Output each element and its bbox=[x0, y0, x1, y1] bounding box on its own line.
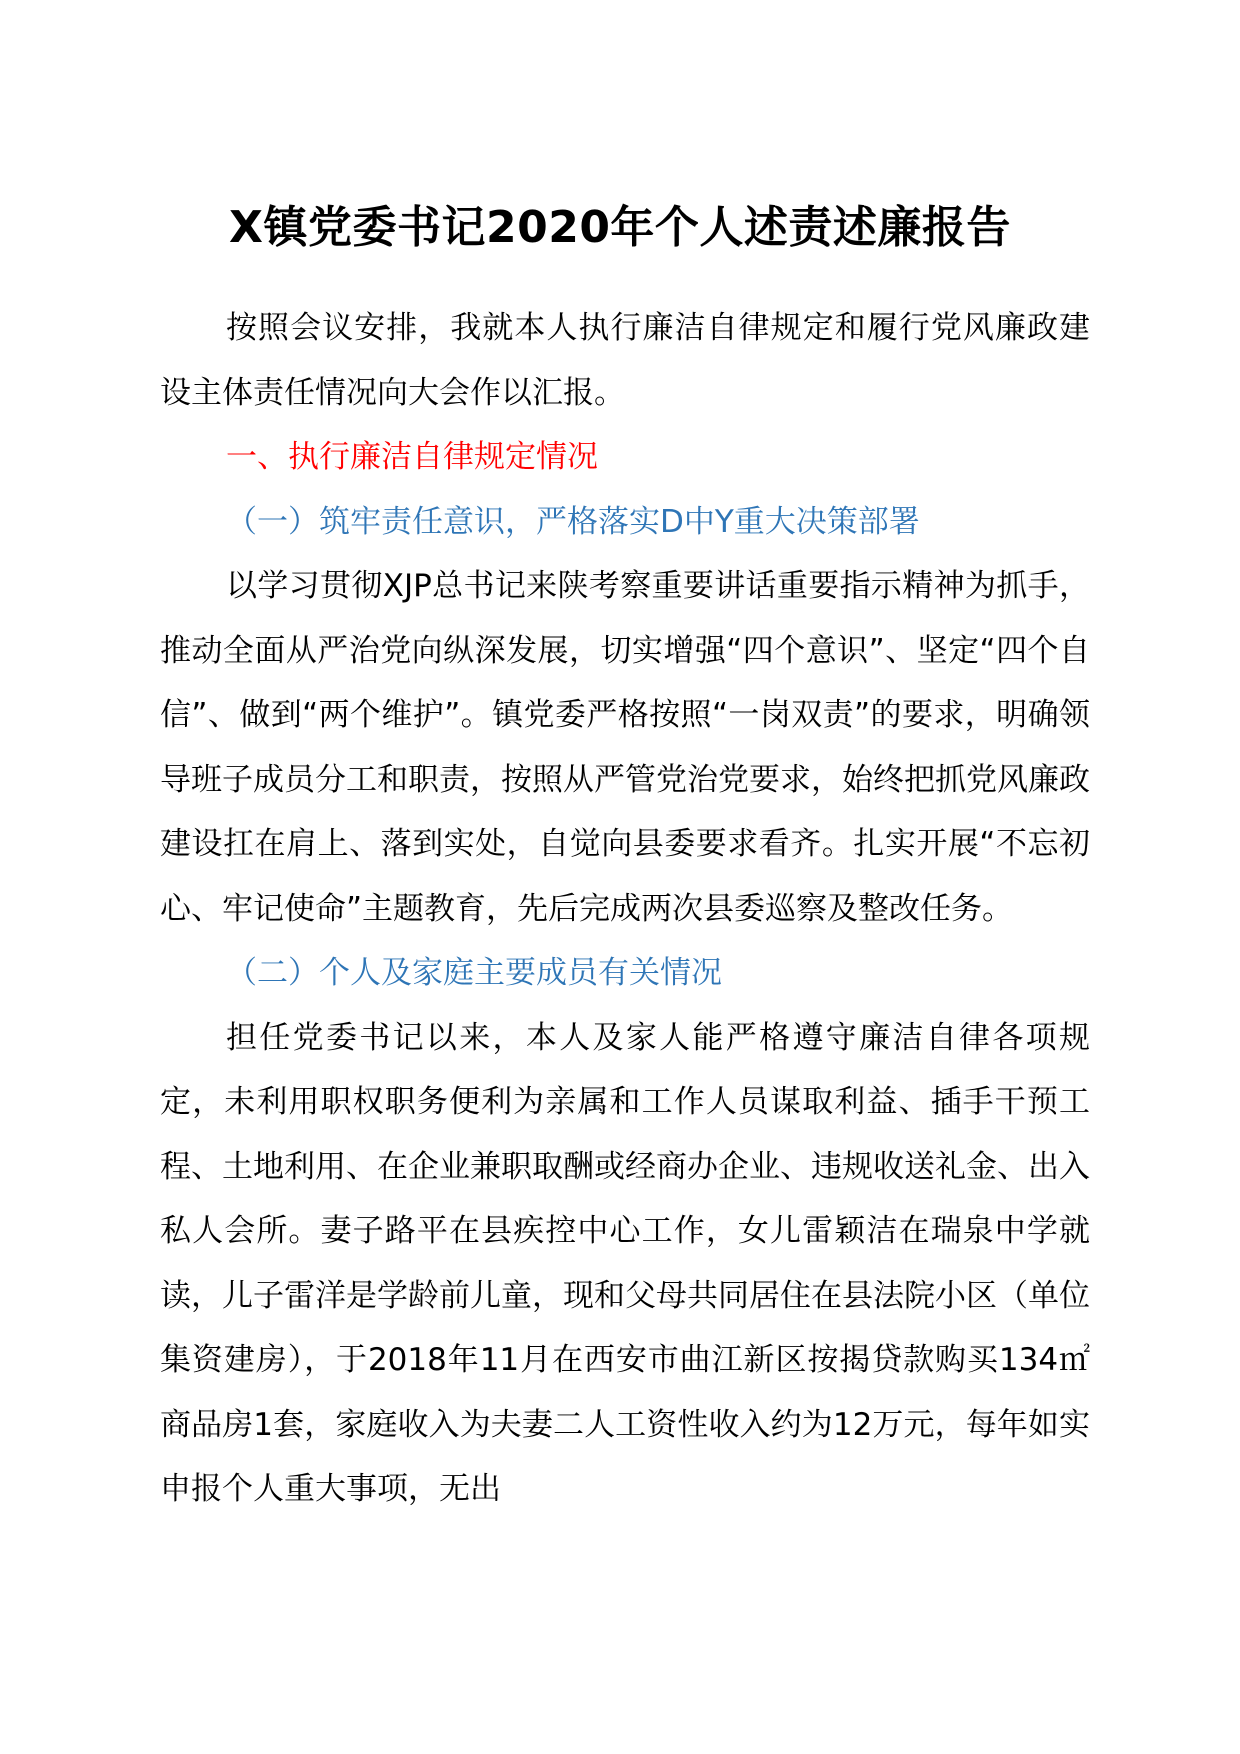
section-heading-1: 一、执行廉洁自律规定情况 bbox=[226, 439, 598, 475]
subsection-2-paragraph: 担任党委书记以来，本人及家人能严格遵守廉洁自律各项规定，未利用职权职务便利为亲属和工作人员谋取利益、插手干预工程、土地利用、在企业兼职取酬或经商办企业、违规收送礼金、出入私人会所。妻子路平在县疾控中心工作，女儿雷颖洁在瑞泉中学就读，儿子雷洋是学龄前儿童，现和父母共同居住在县法院小区（单位集资建房），于2018年11月在西安市曲江新区按揭贷款购买134㎡商品房1套，家庭收入为夫妻二人工资性收入约为12万元，每年如实申报个人重大事项，无出 bbox=[160, 1019, 1090, 1507]
subsection-heading-1: （一）筑牢责任意识，严格落实D中Y重大决策部署 bbox=[226, 503, 920, 540]
subsection-heading-2: （二）个人及家庭主要成员有关情况 bbox=[226, 955, 722, 991]
intro-paragraph: 按照会议安排，我就本人执行廉洁自律规定和履行党风廉政建设主体责任情况向大会作以汇报。 bbox=[160, 310, 1090, 411]
document-body bbox=[160, 296, 1090, 1522]
subsection-1-paragraph: 以学习贯彻XJP总书记来陕考察重要讲话重要指示精神为抓手，推动全面从严治党向纵深发展，切实增强“四个意识”、坚定“四个自信”、做到“两个维护”。镇党委严格按照“一岗双责”的要求，明确领导班子成员分工和职责，按照从严管党治党要求，始终把抓党风廉政建设扛在肩上、落到实处，自觉向县委要求看齐。扎实开展“不忘初心、牢记使命”主题教育，先后完成两次县委巡察及整改任务。 bbox=[160, 568, 1090, 927]
document-title: X镇党委书记2020年个人述责述廉报告 bbox=[229, 202, 1011, 253]
